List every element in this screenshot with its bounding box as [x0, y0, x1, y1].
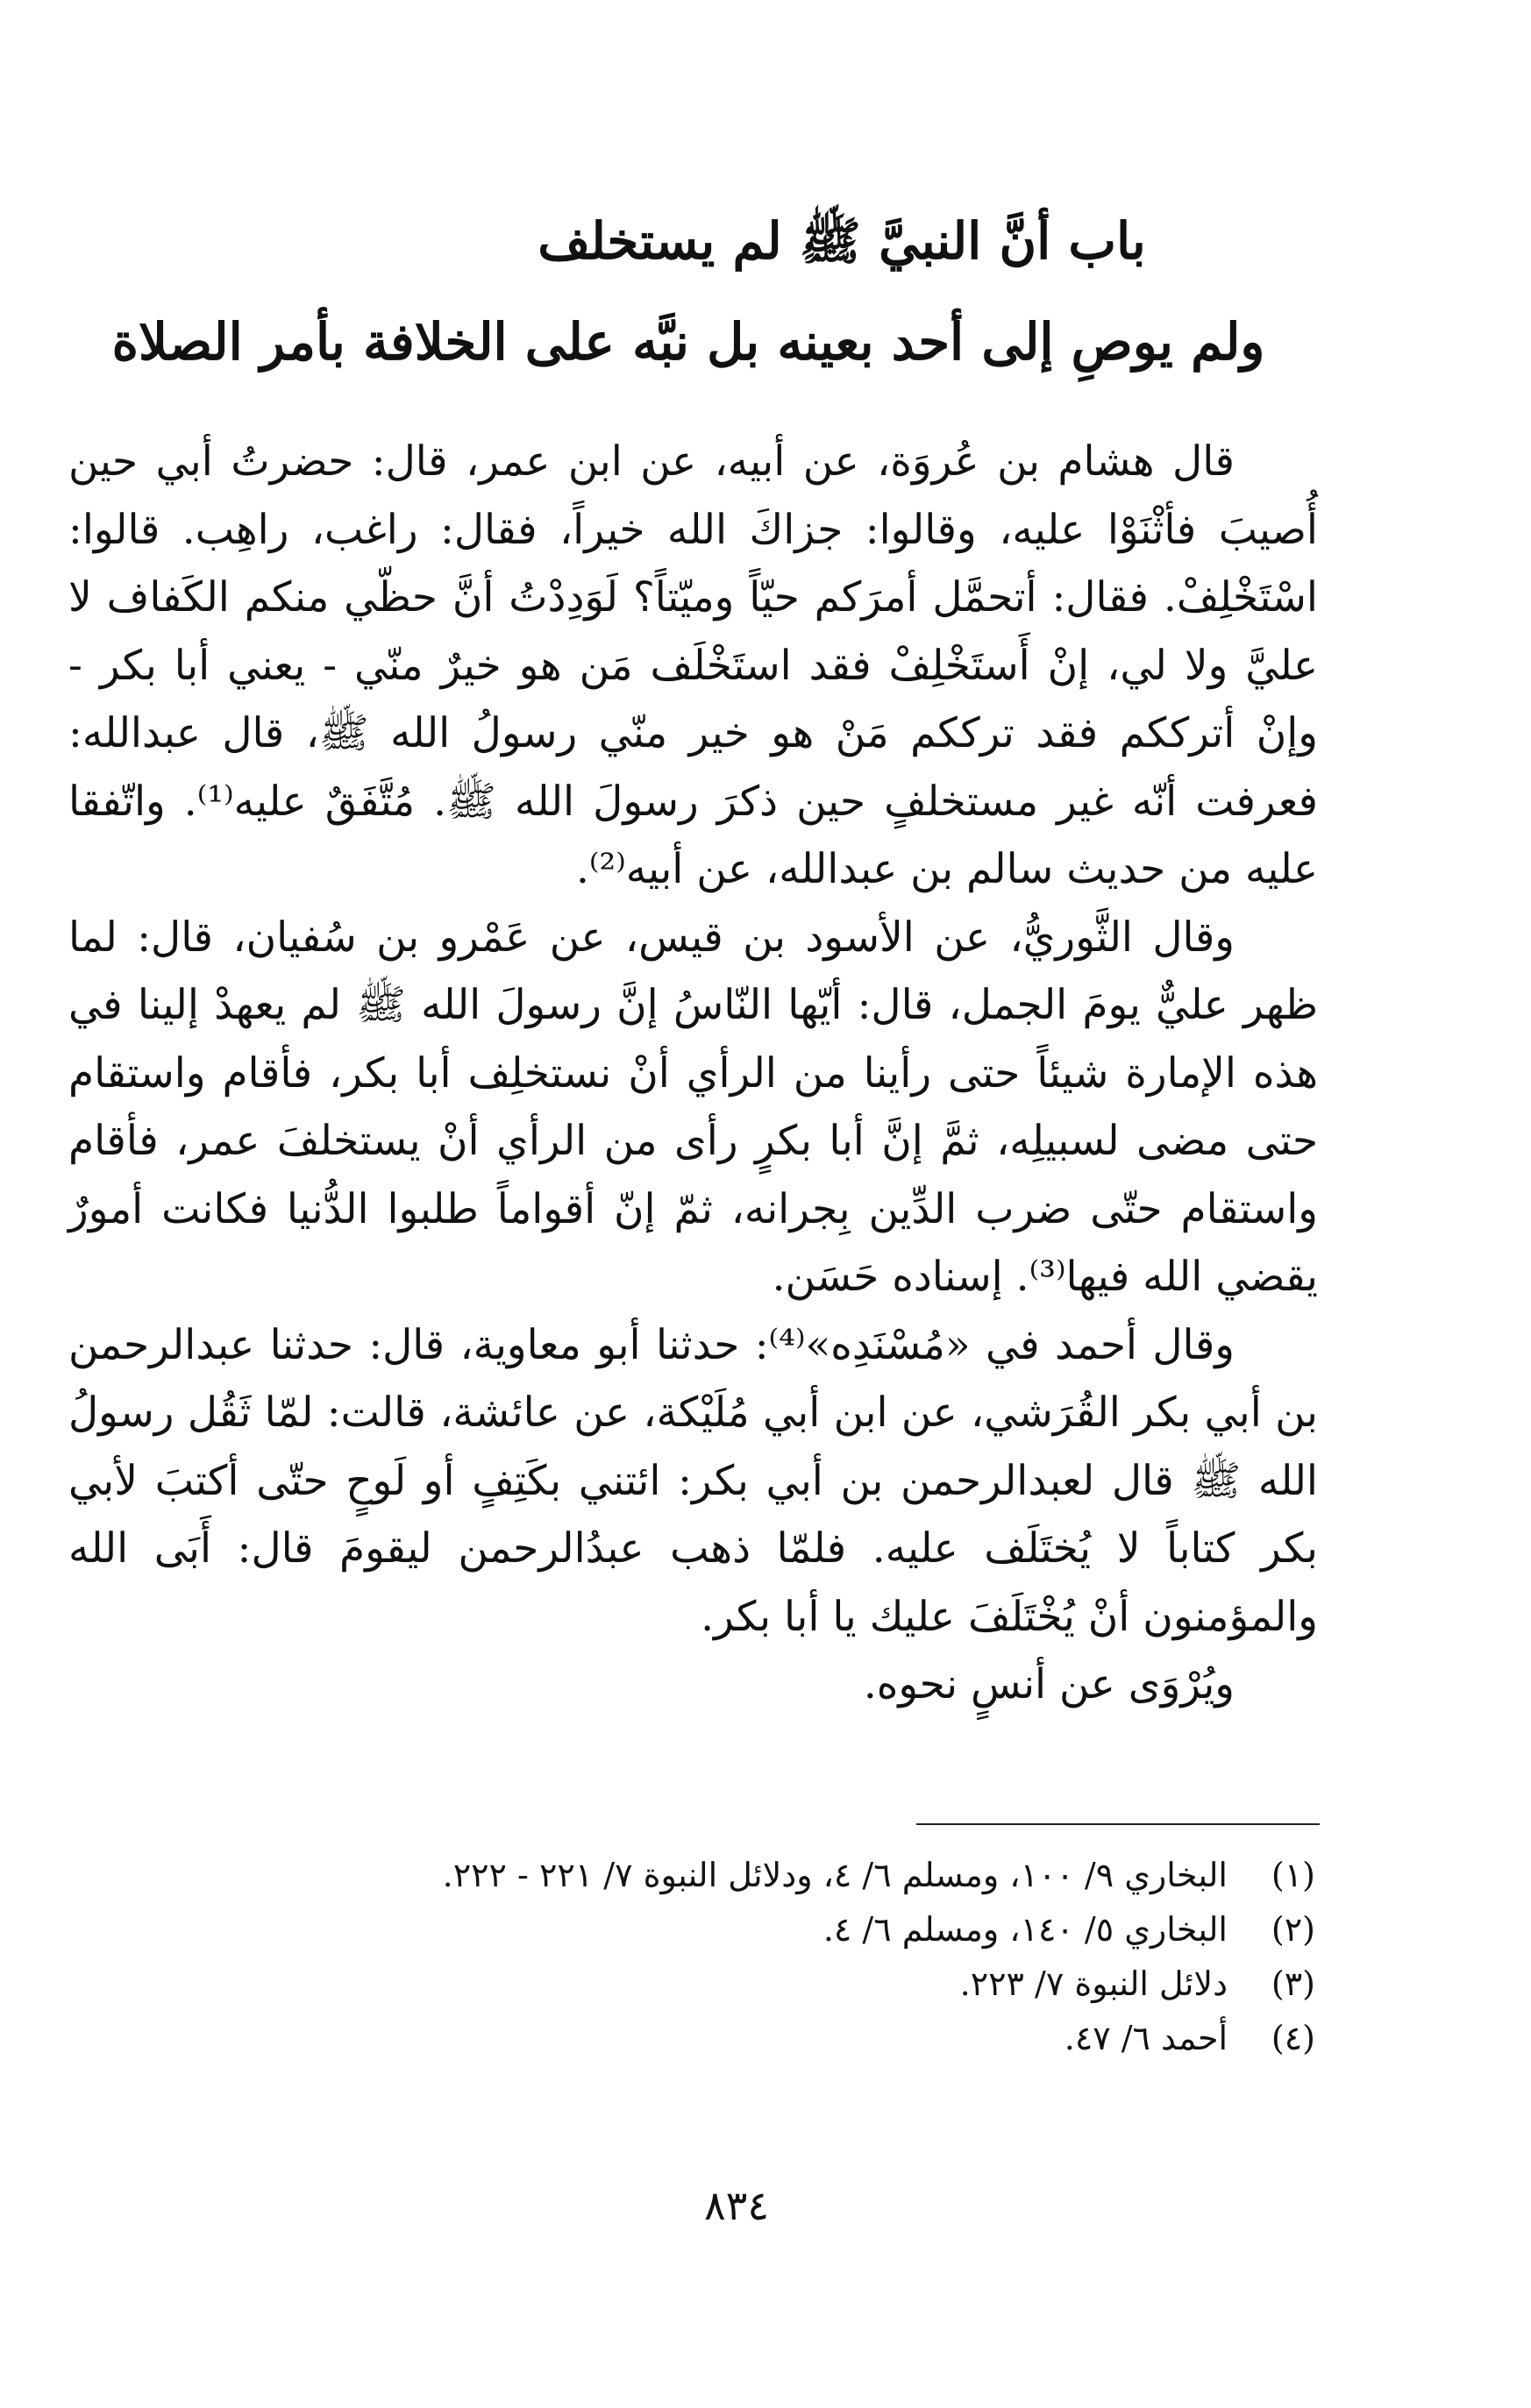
- footnote-number: (٢): [1271, 1910, 1315, 1949]
- footnote-number: (٣): [1271, 1964, 1315, 2003]
- footnote-number: (١): [1271, 1856, 1315, 1894]
- paragraph-4: ويُرْوَى عن أنسٍ نحوه.: [863, 1660, 1235, 1708]
- footnote-2: [263, 1902, 1315, 1957]
- footnote-text: دلائل النبوة ٧/ ٢٢٣.: [959, 1964, 1228, 2003]
- paragraph-3: وقال أحمد في «مُسْنَدِه»⁽⁴⁾: حدثنا أبو معاوية، قال: حدثنا عبدالرحمن بن أبي بكر القُرَشي، عن ابن أبي مُلَيْكة، عن عائشة، قالت: لمّا ثَقُل رسولُ الله ﷺ قال لعبدالرحمن بن أبي بكر: ائتني بكَتِفٍ أو لَوحٍ حتّى أكتبَ لأبي بكر كتاباً لا يُختَلَف عليه. فلمّا ذهب عبدُالرحمن ليقومَ قال: أَبَى الله والمؤمنون أنْ يُخْتَلَفَ عليك يا أبا بكر.: [68, 1320, 1318, 1641]
- footnote-text: أحمد ٦/ ٤٧.: [1064, 2019, 1228, 2057]
- footnote-divider: [916, 1823, 1320, 1825]
- paragraph-2: وقال الثَّوريُّ، عن الأسود بن قيس، عن عَمْرو بن سُفيان، قال: لما ظهر عليٌّ يومَ الجمل، قال: أيّها النّاسُ إنَّ رسولَ الله ﷺ لم يعهدْ إلينا في هذه الإمارة شيئاً حتى رأينا من الرأي أنْ نستخلِف أبا بكر، فأقام واستقام حتى مضى لسبيلِه، ثمَّ إنَّ أبا بكرٍ رأى من الرأي أنْ يستخلفَ عمر، فأقام واستقام حتّى ضرب الدِّين بِجرانه، ثمّ إنّ أقواماً طلبوا الدُّنيا فكانت أمورٌ يقضي الله فيها⁽³⁾. إسناده حَسَن.: [68, 913, 1318, 1301]
- paragraph-1: قال هشام بن عُروَة، عن أبيه، عن ابن عمر، قال: حضرتُ أبي حين أُصيبَ فأثْنَوْا عليه، وقالوا: جزاكَ الله خيراً، فقال: راغب، راهِب. قالوا: اسْتَخْلِفْ. فقال: أتحمَّل أمرَكم حيّاً وميّتاً؟ لَوَدِدْتُ أنَّ حظّي منكم الكَفاف لا عليَّ ولا لي، إنْ أَستَخْلِفْ فقد استَخْلَف مَن هو خيرٌ منّي - يعني أبا بكر - وإنْ أترككم فقد ترككم مَنْ هو خير منّي رسولُ الله ﷺ، قال عبدالله: فعرفت أنّه غير مستخلفٍ حين ذكرَ رسولَ الله ﷺ. مُتَّفَقٌ عليه⁽¹⁾. واتّفقا عليه من حديث سالم بن عبدالله، عن أبيه⁽²⁾.: [68, 437, 1318, 893]
- footnote-text: البخاري ٩/ ١٠٠، ومسلم ٦/ ٤، ودلائل النبوة ٧/ ٢٢١ - ٢٢٢.: [442, 1856, 1228, 1894]
- chapter-title-line-1: باب أنَّ النبيَّ ﷺ لم يستخلف: [538, 211, 1146, 271]
- footnote-1: [263, 1848, 1315, 1902]
- page-number: ٨٣٤: [703, 2182, 770, 2229]
- footnote-text: البخاري ٥/ ١٤٠، ومسلم ٦/ ٤.: [822, 1910, 1228, 1949]
- footnote-4: [263, 2011, 1315, 2065]
- footnotes: [263, 1848, 1315, 2065]
- footnote-number: (٤): [1271, 2019, 1315, 2057]
- chapter-title-line-2: ولم يوصِ إلى أحد بعينه بل نبَّه على الخلافة بأمر الصلاة: [111, 312, 1265, 372]
- footnote-3: [263, 1957, 1315, 2011]
- main-text: [68, 428, 1318, 1719]
